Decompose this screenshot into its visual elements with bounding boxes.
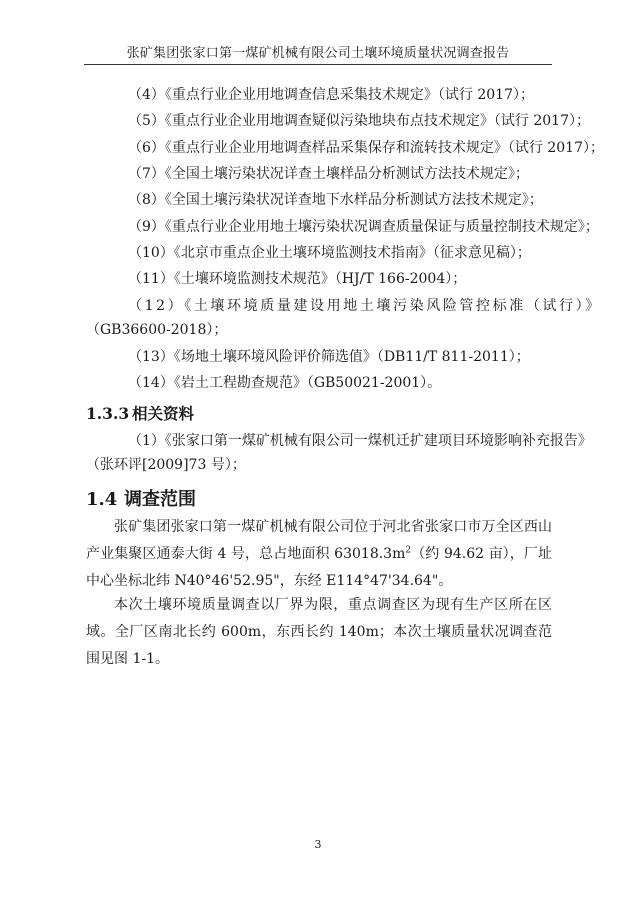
reference-item-7: （7）《全国土壤污染状况详查土壤样品分析测试方法技术规定》； xyxy=(128,166,529,182)
superscript: 2 xyxy=(405,545,412,556)
reference-item-12: （12）《土壤环境质量建设用地土壤污染风险管控标准（试行）》 xyxy=(128,298,602,314)
section-title: 相关资料 xyxy=(132,404,195,423)
survey-scope-paragraph-1 xyxy=(86,514,552,595)
related-material-item-1-continued: （张环评[2009]73 号）； xyxy=(86,457,246,473)
page-number: 3 xyxy=(314,838,322,851)
reference-item-6: （6）《重点行业企业用地调查样品采集保存和流转技术规定》（试行 2017）； xyxy=(128,140,604,156)
reference-item-9: （9）《重点行业企业用地土壤污染状况调查质量保证与质量控制技术规定》； xyxy=(128,219,599,235)
page-header: 张矿集团张家口第一煤矿机械有限公司土壤环境质量状况调查报告 xyxy=(126,46,510,61)
reference-item-8: （8）《全国土壤污染状况详查地下水样品分析测试方法技术规定》； xyxy=(128,192,543,208)
reference-item-14: （14）《岩土工程勘查规范》（GB50021-2001）。 xyxy=(128,375,442,391)
header-divider xyxy=(84,64,552,65)
reference-item-11: （11）《土壤环境监测技术规范》（HJ/T 166-2004）； xyxy=(128,271,467,287)
reference-item-13: （13）《场地土壤环境风险评价筛选值》（DB11/T 811-2011）； xyxy=(128,349,530,365)
paragraph-text-part-1: 张矿集团张家口第一煤矿机械有限公司位于河北省张家口市万全区西山产业集聚区通泰大街 4 号，总占地面积 63018.3m xyxy=(86,519,552,562)
reference-item-4: （4）《重点行业企业用地调查信息采集技术规定》（试行 2017）； xyxy=(128,87,534,103)
reference-item-12-continued: （GB36600-2018）； xyxy=(86,322,228,338)
reference-item-5: （5）《重点行业企业用地调查疑似污染地块布点技术规定》（试行 2017）； xyxy=(128,113,590,129)
section-heading-1-3-3 xyxy=(86,402,194,424)
section-heading-1-4 xyxy=(86,485,196,511)
section-number: 1.3.3 xyxy=(86,404,130,423)
section-title: 调查范围 xyxy=(124,489,196,510)
related-material-item-1: （1）《张家口第一煤矿机械有限公司一煤机迁扩建项目环境影响补充报告》 xyxy=(128,433,592,449)
survey-scope-paragraph-2: 本次土壤环境质量调查以厂界为限，重点调查区为现有生产区所在区域。全厂区南北长约 600m，东西长约 140m；本次土壤质量状况调查范围见图 1-1。 xyxy=(86,597,552,667)
section-number: 1.4 xyxy=(86,489,118,510)
paragraph-text-part-2: （约 94.62 亩），厂址中心坐标北纬 N40°46'52.95"，东经 E114°47'34.64"。 xyxy=(86,546,552,589)
reference-item-10: （10）《北京市重点企业土壤环境监测技术指南》（征求意见稿）； xyxy=(128,245,531,261)
